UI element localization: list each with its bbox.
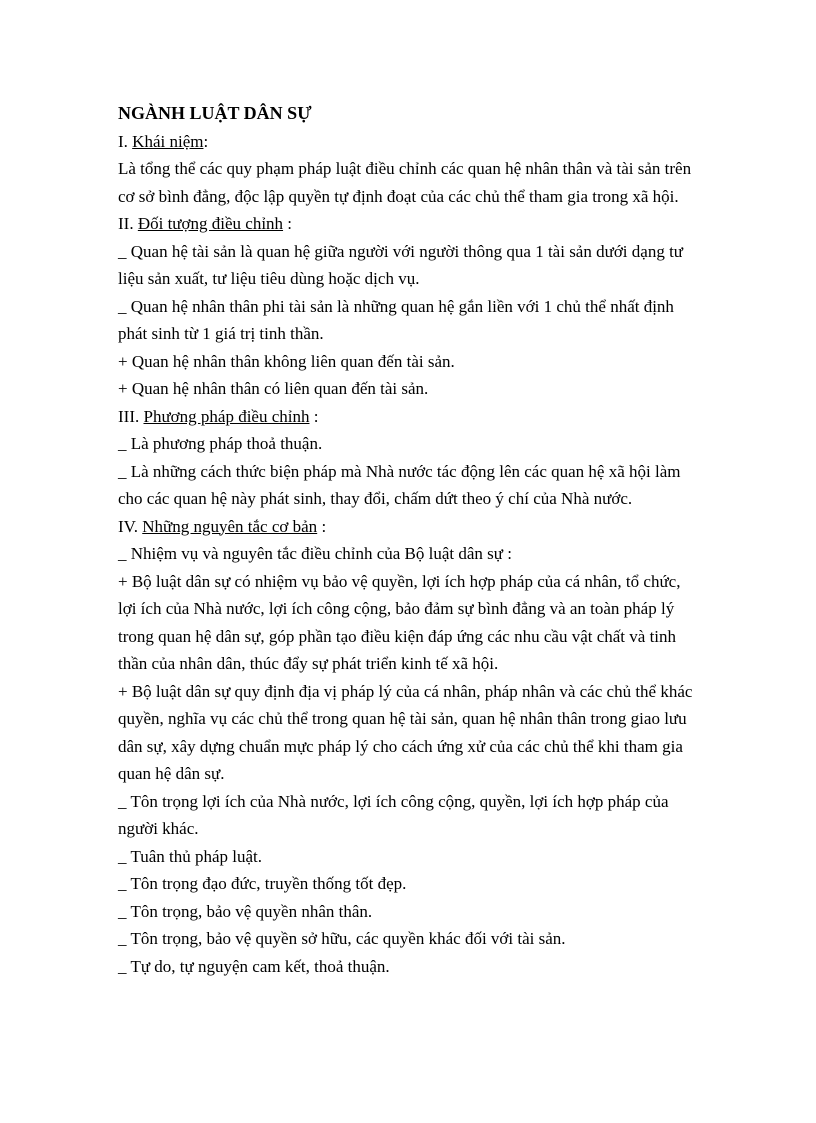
section-2-label: Đối tượng điều chỉnh — [137, 214, 284, 233]
paragraph-method-agreement: _ Là phương pháp thoả thuận. — [118, 434, 323, 453]
paragraph-protect-personal-rights: _ Tôn trọng, bảo vệ quyền nhân thân. — [118, 901, 373, 921]
section-4-label: Những nguyên tắc cơ bản — [142, 516, 318, 536]
section-1-colon: : — [203, 131, 209, 151]
paragraph-personal-with-property: + Quan hệ nhân thân có liên quan đến tài sản. — [118, 379, 429, 398]
paragraph-method-description: _ Là những cách thức biện pháp mà Nhà nước tác động lên các quan hệ xã hội làm cho các quan hệ này phát sinh, thay đổi, chấm dứt theo ý chí của Nhà nước. — [118, 461, 681, 508]
section-3-heading — [118, 403, 698, 431]
paragraph-definition: Là tổng thể các quy phạm pháp luật điều chỉnh các quan hệ nhân thân và tài sản trên cơ sở bình đẳng, độc lập quyền tự định đoạt của các chủ thể tham gia trong xã hội. — [118, 159, 692, 206]
paragraph-freedom-commitment: _ Tự do, tự nguyện cam kết, thoả thuận. — [118, 956, 390, 976]
paragraph-duty-intro: _ Nhiệm vụ và nguyên tắc điều chỉnh của Bộ luật dân sự : — [118, 544, 512, 563]
section-2-number: II. — [118, 214, 134, 233]
section-3-label: Phương pháp điều chỉnh — [143, 406, 310, 426]
paragraph-protect-ownership: _ Tôn trọng, bảo vệ quyền sở hữu, các quyền khác đối với tài sản. — [118, 929, 566, 948]
paragraph-code-legal-status: + Bộ luật dân sự quy định địa vị pháp lý của cá nhân, pháp nhân và các chủ thể khác quyền, nghĩa vụ các chủ thể trong quan hệ tài sản, quan hệ nhân thân trong giao lưu dân sự, xây dựng chuẩn mực pháp lý cho cách ứng xử của các chủ thể khi tham gia quan hệ dân sự. — [118, 681, 693, 783]
paragraph-code-duty: + Bộ luật dân sự có nhiệm vụ bảo vệ quyền, lợi ích hợp pháp của cá nhân, tổ chức, lợi ích của Nhà nước, lợi ích công cộng, bảo đảm sự bình đẳng và an toàn pháp lý trong quan hệ dân sự, góp phần tạo điều kiện đáp ứng các nhu cầu vật chất và tinh thần của nhân dân, thúc đẩy sự phát triển kinh tế xã hội. — [118, 571, 681, 673]
paragraph-respect-ethics: _ Tôn trọng đạo đức, truyền thống tốt đẹp. — [118, 874, 407, 893]
section-1-number: I. — [118, 131, 128, 151]
paragraph-respect-interests: _ Tôn trọng lợi ích của Nhà nước, lợi ích công cộng, quyền, lợi ích hợp pháp của người khác. — [118, 791, 669, 838]
section-1-heading — [118, 128, 698, 156]
paragraph-property-relation: _ Quan hệ tài sản là quan hệ giữa người với người thông qua 1 tài sản dưới dạng tư liệu sản xuất, tư liệu tiêu dùng hoặc dịch vụ. — [118, 241, 684, 288]
paragraph-personal-no-property: + Quan hệ nhân thân không liên quan đến tài sản. — [118, 351, 455, 371]
section-4-number: IV. — [118, 516, 138, 536]
document-title: NGÀNH LUẬT DÂN SỰ — [118, 103, 312, 123]
section-2-colon: : — [283, 214, 293, 233]
paragraph-comply-law: _ Tuân thủ pháp luật. — [118, 846, 263, 866]
section-3-colon: : — [309, 406, 319, 426]
section-4-heading — [118, 513, 698, 541]
section-3-number: III. — [118, 406, 140, 426]
section-1-label: Khái niệm — [132, 131, 204, 151]
section-2-heading — [118, 210, 698, 238]
paragraph-personal-relation: _ Quan hệ nhân thân phi tài sản là những quan hệ gắn liền với 1 chủ thể nhất định phát sinh từ 1 giá trị tinh thần. — [118, 296, 674, 343]
section-4-colon: : — [317, 516, 327, 536]
